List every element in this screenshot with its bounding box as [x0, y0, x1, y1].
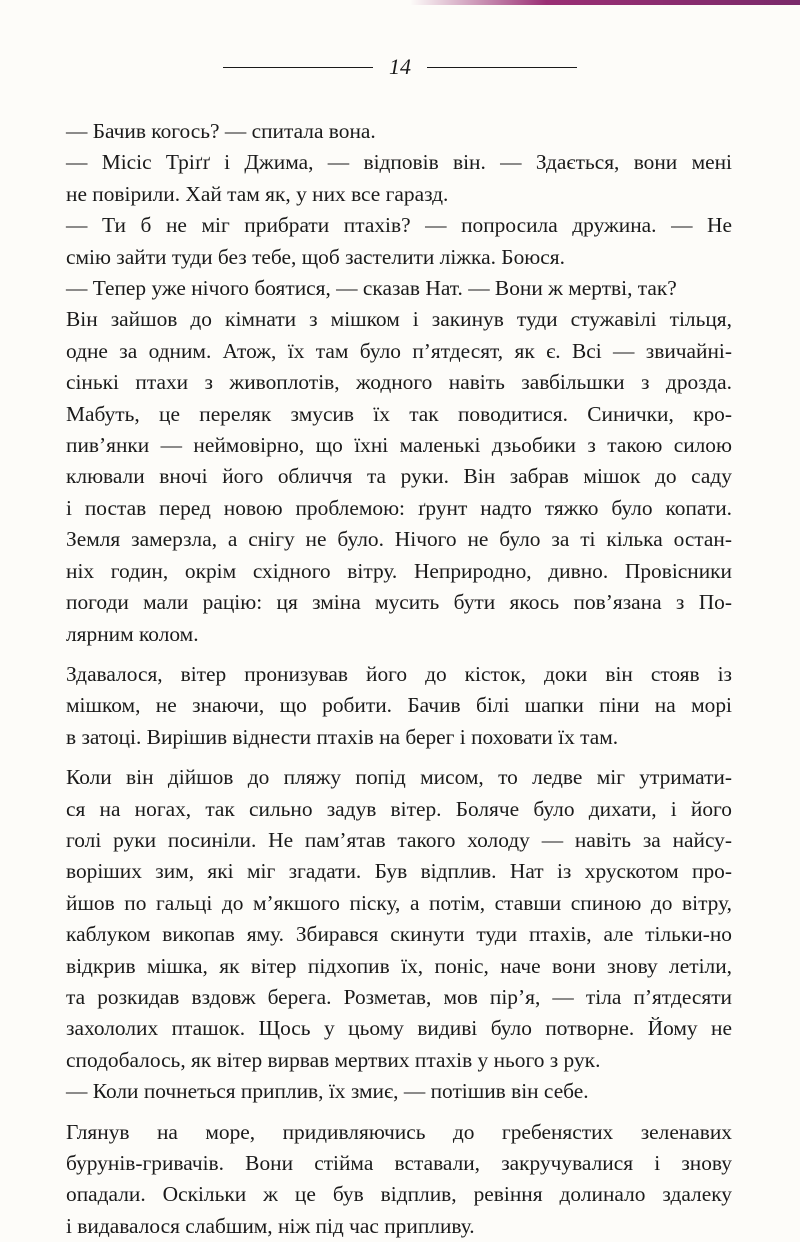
text-line: Земля замерзла, а снігу не було. Нічого не було за ті кілька остан-	[66, 527, 732, 552]
text-line: і постав перед новою проблемою: ґрунт надто тяжко було копати.	[66, 495, 732, 520]
text-line: — Місіс Тріґґ і Джима, — відповів він. — Здається, вони мені	[66, 150, 732, 175]
text-line: йшов по гальці до м’якшого піску, а потім, ставши спиною до вітру,	[66, 890, 732, 915]
text-line: Коли він дійшов до пляжу попід мисом, то ледве міг утримати-	[66, 765, 732, 790]
text-line: Здавалося, вітер пронизував його до кісток, доки він стояв із	[66, 661, 732, 686]
text-line: — Бачив когось? — спитала вона.	[66, 119, 376, 143]
paragraph	[64, 659, 732, 753]
header-rule-right	[427, 67, 577, 68]
paragraph	[64, 273, 732, 304]
paragraph	[64, 762, 732, 1076]
text-line: погоди мали рацію: ця зміна мусить бути якось пов’язана з По-	[66, 590, 732, 615]
text-body	[64, 116, 732, 1242]
text-line: — Ти б не міг прибрати птахів? — попросила дружина. — Не	[66, 213, 732, 238]
text-line: одне за одним. Атож, їх там було п’ятдесят, як є. Всі — звичайні-	[66, 338, 732, 363]
text-line: пив’янки — неймовірно, що їхні маленькі дзьобики з такою силою	[66, 433, 732, 458]
text-line: воріших зим, які міг згадати. Був відплив. Нат із хрускотом про-	[66, 859, 732, 884]
text-line: опадали. Оскільки ж це був відплив, ревіння долинало здалеку	[66, 1182, 732, 1207]
top-accent-bar	[410, 0, 800, 5]
text-line: Він зайшов до кімнати з мішком і закинув туди стужавілі тільця,	[66, 307, 732, 332]
text-line: та розкидав вздовж берега. Розметав, мов пір’я, — тіла п’ятдесяти	[66, 984, 732, 1009]
text-line: лярним колом.	[66, 621, 199, 646]
text-line: каблуком викопав яму. Збирався скинути туди птахів, але тільки-но	[66, 922, 732, 947]
paragraph	[64, 116, 732, 147]
text-line: Мабуть, це переляк змусив їх так поводитися. Синички, кро-	[66, 401, 732, 426]
text-line: Глянув на море, придивляючись до гребенястих зеленавих	[66, 1119, 732, 1144]
paragraph	[64, 1117, 732, 1242]
text-line: не повірили. Хай там як, у них все гаразд.	[66, 181, 449, 206]
text-line: захололих пташок. Щось у цьому видиві було потворне. Йому не	[66, 1016, 732, 1041]
page-header	[0, 56, 800, 78]
paragraph	[64, 210, 732, 273]
text-line: смію зайти туди без тебе, щоб застелити ліжка. Боюся.	[66, 244, 565, 269]
text-line: ніх годин, окрім східного вітру. Неприродно, дивно. Провісники	[66, 558, 732, 583]
text-line: клювали вночі його обличчя та руки. Він забрав мішок до саду	[66, 464, 732, 489]
text-line: — Тепер уже нічого боятися, — сказав Нат. — Вони ж мертві, так?	[66, 276, 677, 301]
text-line: голі руки посиніли. Не пам’ятав такого холоду — навіть за найсу-	[66, 827, 732, 852]
text-line: і видавалося слабшим, ніж під час припливу.	[66, 1213, 475, 1238]
text-line: — Коли почнеться приплив, їх змиє, — потішив він себе.	[66, 1079, 589, 1104]
text-line: бурунів-гривачів. Вони стійма вставали, закручувалися і знову	[66, 1151, 732, 1175]
header-rule-left	[223, 67, 373, 68]
paragraph	[64, 304, 732, 649]
text-line: в затоці. Вирішив віднести птахів на берег і поховати їх там.	[66, 724, 619, 749]
text-line: відкрив мішка, як вітер підхопив їх, поніс, наче вони знову летіли,	[66, 953, 732, 978]
text-line: ся на ногах, так сильно задув вітер. Боляче було дихати, і його	[66, 796, 732, 821]
text-line: сінькі птахи з живоплотів, жодного навіть завбільшки з дрозда.	[66, 370, 732, 395]
page-number: 14	[389, 54, 411, 79]
paragraph	[64, 147, 732, 210]
text-line: сподобалось, як вітер вирвав мертвих птахів у нього з рук.	[66, 1047, 601, 1072]
paragraph	[64, 1076, 732, 1107]
text-line: мішком, не знаючи, що робити. Бачив білі шапки піни на морі	[66, 693, 732, 718]
